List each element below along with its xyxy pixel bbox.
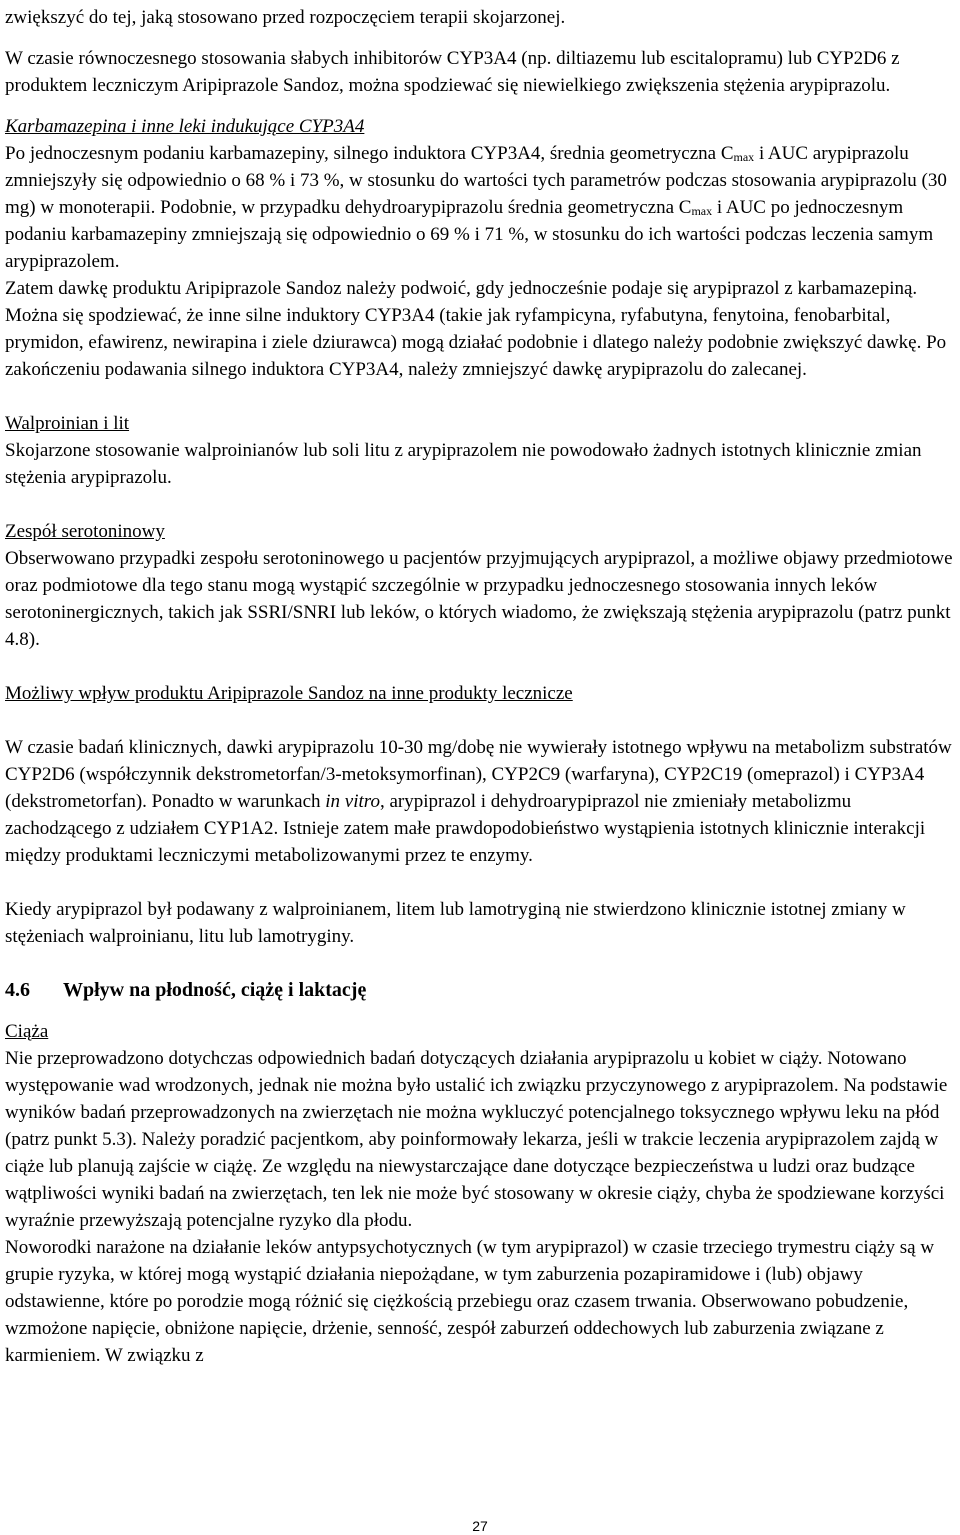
section-heading: 4.6 Wpływ na płodność, ciążę i laktację [5, 979, 367, 1001]
subheading-karbamazepina: Karbamazepina i inne leki indukujące CYP3A4 [5, 116, 365, 137]
subheading-wplyw: Możliwy wpływ produktu Aripiprazole Sandoz na inne produkty lecznicze [5, 683, 573, 704]
document-page [5, 4, 957, 1369]
paragraph: W czasie równoczesnego stosowania słabych inhibitorów CYP3A4 (np. diltiazemu lub escitalopramu) lub CYP2D6 z produktem leczniczym Aripiprazole Sandoz, można spodziewać się niewielkiego zwiększenia stężenia arypiprazolu. [5, 48, 900, 96]
paragraph: Skojarzone stosowanie walproinianów lub soli litu z arypiprazolem nie powodowało żadnych istotnych klinicznie zmian stężenia arypiprazolu. [5, 440, 922, 488]
paragraph: Kiedy arypiprazol był podawany z walproinianem, litem lub lamotryginą nie stwierdzono klinicznie istotnej zmiany w stężeniach walproinianu, litu lub lamotryginy. [5, 899, 906, 947]
paragraph: W czasie badań klinicznych, dawki arypiprazolu 10-30 mg/dobę nie wywierały istotnego wpływu na metabolizm substratów CYP2D6 (współczynnik dekstrometorfan/3-metoksymorfinan), CYP2C9 (warfaryna), CYP2C19 (omeprazol) i CYP3A4 (dekstrometorfan). Ponadto w warunkach in vitro, arypiprazol i dehydroarypiprazol nie zmieniały metabolizmu zachodzącego z udziałem CYP1A2. Istnieje zatem małe prawdopodobieństwo wystąpienia istotnych klinicznie interakcji między produktami leczniczymi metabolizowanymi przez te enzymy. [5, 737, 952, 866]
subheading-serotoninowy: Zespół serotoninowy [5, 521, 165, 542]
paragraph: Obserwowano przypadki zespołu serotoninowego u pacjentów przyjmujących arypiprazol, a możliwe objawy przedmiotowe oraz podmiotowe dla tego stanu mogą wystąpić szczególnie w przypadku jednoczesnego stosowania innych leków serotoninergicznych, takich jak SSRI/SNRI lub leków, o których wiadomo, że zwiększają stężenia arypiprazolu (patrz punkt 4.8). [5, 548, 953, 650]
paragraph: Zatem dawkę produktu Aripiprazole Sandoz należy podwoić, gdy jednocześnie podaje się arypiprazol z karbamazepiną. Można się spodziewać, że inne silne induktory CYP3A4 (takie jak ryfampicyna, ryfabutyna, fenytoina, fenobarbital, prymidon, efawirenz, newirapina i ziele dziurawca) mogą działać podobnie i dlatego należy podobnie zwiększyć dawkę. Po zakończeniu podawania silnego induktora CYP3A4, należy zmniejszyć dawkę arypiprazolu do zalecanej. [5, 278, 947, 380]
paragraph: Nie przeprowadzono dotychczas odpowiednich badań dotyczących działania arypiprazolu u kobiet w ciąży. Notowano występowanie wad wrodzonych, jednak nie można było ustalić ich związku przyczynowego z arypiprazolem. Na podstawie wyników badań przeprowadzonych na zwierzętach nie można wykluczyć potencjalnego toksycznego wpływu leku na płód (patrz punkt 5.3). Należy poradzić pacjentkom, aby poinformowały lekarza, jeśli w trakcie leczenia arypiprazolem zajdą w ciąże lub planują zajście w ciążę. Ze względu na niewystarczające dane dotyczące bezpieczeństwa u ludzi oraz budzące wątpliwości wyniki badań na zwierzętach, ten lek nie może być stosowany w okresie ciąży, chyba że spodziewane korzyści wyraźnie przewyższają potencjalne ryzyko dla płodu. [5, 1048, 948, 1231]
subheading-ciaza: Ciąża [5, 1021, 49, 1042]
subheading-walproinian: Walproinian i lit [5, 413, 130, 434]
paragraph: zwiększyć do tej, jaką stosowano przed rozpoczęciem terapii skojarzonej. [5, 7, 566, 28]
paragraph: Po jednoczesnym podaniu karbamazepiny, silnego induktora CYP3A4, średnia geometryczna $C_{max}$ i AUC arypiprazolu zmniejszyły się odpowiednio o 68 % i 73 %, w stosunku do wartości tych parametrów podczas stosowania arypiprazolu (30 mg) w monoterapii. Podobnie, w przypadku dehydroarypiprazolu średnia geometryczna $C_{max}$ i AUC po jednoczesnym podaniu karbamazepiny zmniejszają się odpowiednio o 69 % i 71 %, w stosunku do ich wartości podczas leczenia samym arypiprazolem. [5, 143, 947, 272]
page-number: 27 [472, 1518, 488, 1534]
paragraph: Noworodki narażone na działanie leków antypsychotycznych (w tym arypiprazol) w czasie trzeciego trymestru ciąży są w grupie ryzyka, w której mogą wystąpić działania niepożądane, w tym zaburzenia pozapiramidowe i (lub) objawy odstawienne, które po porodzie mogą różnić się ciężkością przebiegu oraz czasem trwania. Obserwowano pobudzenie, wzmożone napięcie, obniżone napięcie, drżenie, senność, zespół zaburzeń oddechowych lub zaburzenia związane z karmieniem. W związku z [5, 1237, 935, 1366]
